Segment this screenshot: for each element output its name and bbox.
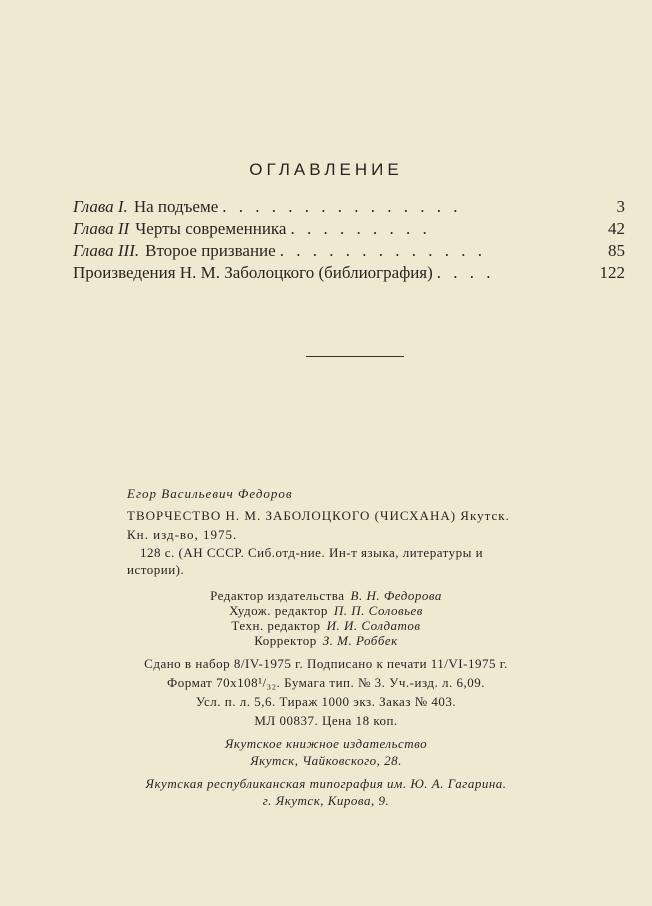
spec-line: Формат 70х108¹/₃₂. Бумага тип. № 3. Уч.-изд. л. 6,09. [167,675,485,690]
publisher-line: Якутск, Чайковского, 28. [250,753,402,768]
author-name: Егор Васильевич Федоров [127,486,293,501]
toc-entry [73,241,625,263]
credit-role: Техн. редактор [231,618,321,633]
toc-page-number: 122 [599,263,625,282]
description-line: 128 с. (АН СССР. Сиб.отд-ние. Ин-т языка, литературы и [140,545,484,560]
printer-line: г. Якутск, Кирова, 9. [262,793,390,808]
toc-entry [73,263,625,285]
toc-heading: ОГЛАВЛЕНИЕ [249,160,403,179]
toc-title-text: Второе призвание [145,241,276,260]
credit-line [0,603,652,618]
print-specs [0,656,652,732]
toc-chapter: Глава I. [73,197,128,216]
credit-role: Редактор издательства [210,588,345,603]
credit-name: П. П. Соловьев [333,603,423,618]
divider-rule [306,356,404,357]
toc-leader: . . . . . . . . . [290,219,431,238]
table-of-contents [73,197,625,285]
toc-chapter: Глава II [73,219,130,238]
credit-role: Корректор [254,633,317,648]
toc-chapter: Глава III. [73,241,140,260]
toc-entry [73,197,625,219]
printer-line: Якутская республиканская типография им. Ю. А. Гагарина. [145,776,507,791]
credit-line [0,588,652,603]
toc-leader: . . . . . . . . . . . . . . . [222,197,462,216]
toc-page-number: 42 [608,219,625,238]
publisher-line: Якутское книжное издательство [224,736,428,751]
toc-page-number: 3 [616,197,625,216]
toc-page-number: 85 [608,241,625,260]
spec-line: Усл. п. л. 5,6. Тираж 1000 экз. Заказ № 403. [195,694,457,709]
credits-list [0,588,652,648]
book-title-line: ТВОРЧЕСТВО Н. М. ЗАБОЛОЦКОГО (ЧИСХАНА) Якутск. [127,508,510,523]
spec-line: Сдано в набор 8/IV-1975 г. Подписано к печати 11/VI-1975 г. [144,656,508,671]
credit-name: В. Н. Федорова [350,588,442,603]
toc-leader: . . . . [436,263,495,282]
printer-info [0,776,652,810]
credit-name: З. М. Роббек [322,633,398,648]
publisher-info [0,736,652,770]
spec-line: МЛ 00837. Цена 18 коп. [254,713,398,728]
credit-name: И. И. Солдатов [326,618,421,633]
toc-title-text: Произведения Н. М. Заболоцкого (библиография) [73,263,433,282]
publisher-year-line: Кн. изд-во, 1975. [127,527,238,542]
credit-line [0,633,652,648]
toc-title-text: На подъеме [133,197,219,216]
toc-entry [73,219,625,241]
credit-line [0,618,652,633]
toc-title-text: Черты современника [135,219,287,238]
credit-role: Худож. редактор [229,603,328,618]
description-line: истории). [127,562,185,577]
toc-leader: . . . . . . . . . . . . . [279,241,486,260]
